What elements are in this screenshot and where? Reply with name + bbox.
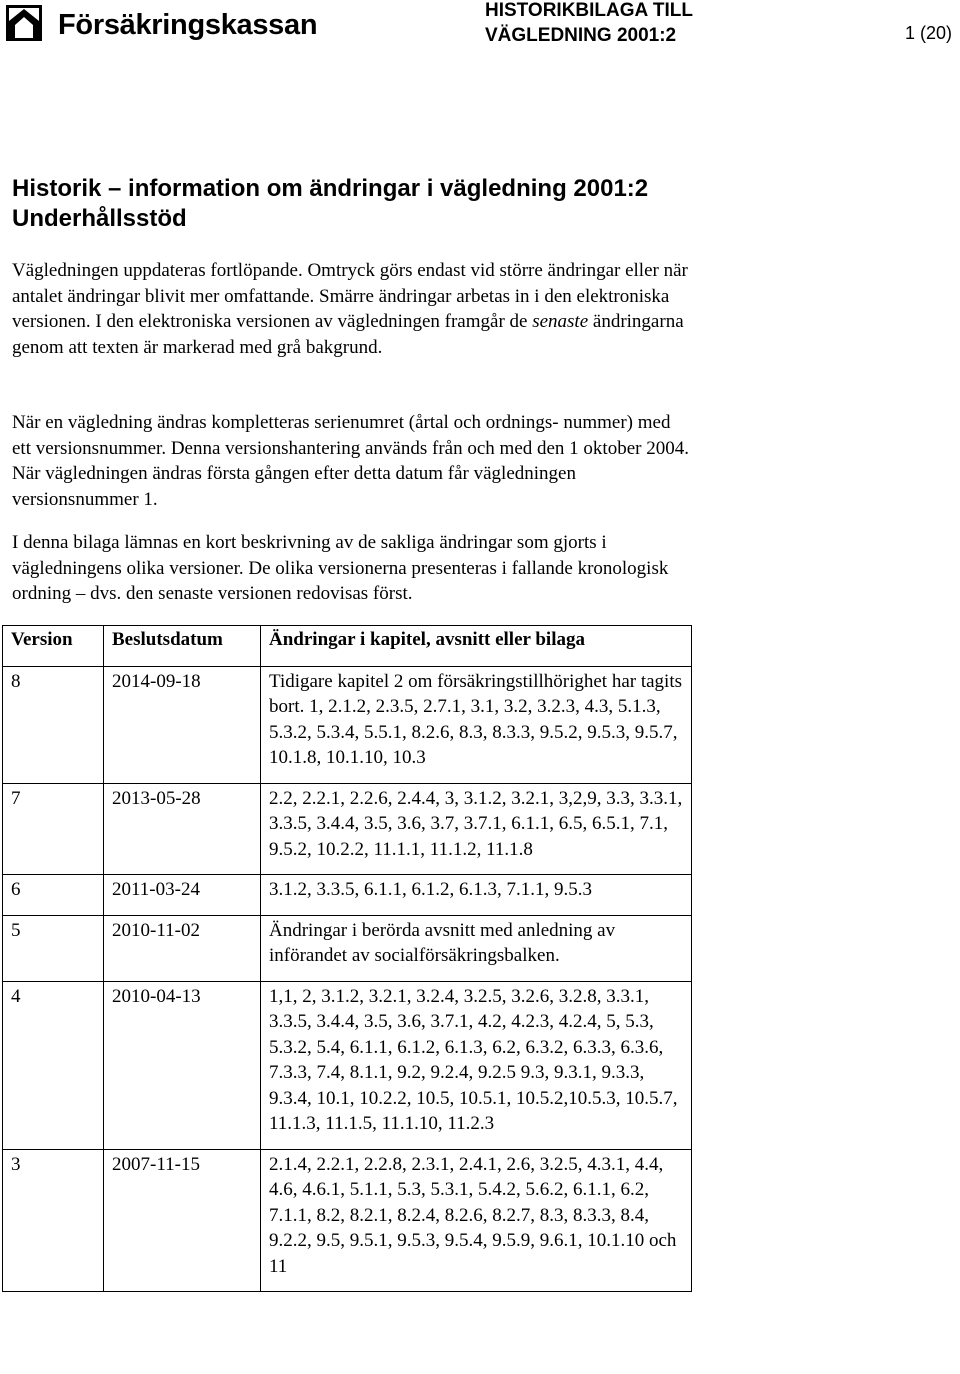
document-type-line-1: HISTORIKBILAGA TILL	[485, 0, 693, 21]
version-cell: 4	[3, 981, 104, 1149]
document-type-line-2: VÄGLEDNING 2001:2	[485, 25, 677, 46]
changes-cell: Tidigare kapitel 2 om försäkringstillhörighet har tagits bort. 1, 2.1.2, 2.3.5, 2.7.1, 3.1, 3.2, 3.2.3, 4.3, 5.1.3, 5.3.2, 5.3.4, 5.5.1, 8.2.6, 8.3, 8.3.3, 9.5.2, 9.5.3, 9.5.7, 10.1.8, 10.1.10, 10.3	[261, 666, 692, 783]
date-cell: 2010-11-02	[104, 915, 261, 981]
table-row	[3, 666, 692, 783]
page-number: 1 (20)	[904, 23, 952, 43]
document-type	[485, 0, 693, 48]
logo-house-icon	[6, 5, 42, 41]
table-row	[3, 783, 692, 875]
intro-paragraph-1-emphasis: senaste	[532, 311, 589, 332]
table-row	[3, 915, 692, 981]
column-header-version: Version	[3, 626, 104, 667]
version-cell: 5	[3, 915, 104, 981]
column-header-decision-date: Beslutsdatum	[104, 626, 261, 667]
date-cell: 2013-05-28	[104, 783, 261, 875]
table-row	[3, 981, 692, 1149]
intro-paragraph-1-start: Vägledningen uppdateras fortlöpande. Omtryck görs endast vid större ändringar eller när antalet ändringar blivit mer omfattande. Smärre ändringar arbetas in i den elektroniska versionen. I den elektroniska versionen av vägledningen framgår de	[12, 260, 688, 332]
date-cell: 2011-03-24	[104, 875, 261, 916]
changes-cell: 3.1.2, 3.3.5, 6.1.1, 6.1.2, 6.1.3, 7.1.1, 9.5.3	[261, 875, 692, 916]
table-header-row	[3, 626, 692, 667]
version-cell: 3	[3, 1149, 104, 1292]
logo-text: Försäkringskassan	[58, 9, 318, 41]
changes-cell: Ändringar i berörda avsnitt med anledning av införandet av socialförsäkringsbalken.	[261, 915, 692, 981]
date-cell: 2007-11-15	[104, 1149, 261, 1292]
version-cell: 6	[3, 875, 104, 916]
version-history-table	[2, 625, 692, 1292]
intro-paragraph-2: När en vägledning ändras kompletteras serienumret (årtal och ordnings- nummer) med ett versionsnummer. Denna versionshantering används från och med den 1 oktober 2004. När vägledningen ändras första gången efter detta datum får vägledningen versionsnummer 1.	[12, 412, 689, 510]
changes-cell: 2.1.4, 2.2.1, 2.2.8, 2.3.1, 2.4.1, 2.6, 3.2.5, 4.3.1, 4.4, 4.6, 4.6.1, 5.1.1, 5.3, 5.3.1, 5.4.2, 5.6.2, 6.1.1, 6.2, 7.1.1, 8.2, 8.2.1, 8.2.4, 8.2.6, 8.2.7, 8.3, 8.3.3, 8.4, 9.2.2, 9.5, 9.5.1, 9.5.3, 9.5.4, 9.5.9, 9.6.1, 10.1.10 och 11	[261, 1149, 692, 1292]
page-title: Historik – information om ändringar i vägledning 2001:2 Underhållsstöd	[12, 175, 649, 232]
table-row	[3, 1149, 692, 1292]
date-cell: 2010-04-13	[104, 981, 261, 1149]
date-cell: 2014-09-18	[104, 666, 261, 783]
column-header-changes: Ändringar i kapitel, avsnitt eller bilaga	[261, 626, 692, 667]
intro-paragraph-1-end: ändringarna genom att texten är markerad med grå bakgrund.	[12, 311, 684, 358]
changes-cell: 2.2, 2.2.1, 2.2.6, 2.4.4, 3, 3.1.2, 3.2.1, 3,2,9, 3.3, 3.3.1, 3.3.5, 3.4.4, 3.5, 3.6, 3.7, 3.7.1, 6.1.1, 6.5, 6.5.1, 7.1, 9.5.2, 10.2.2, 11.1.1, 11.1.2, 11.1.8	[261, 783, 692, 875]
changes-cell: 1,1, 2, 3.1.2, 3.2.1, 3.2.4, 3.2.5, 3.2.6, 3.2.8, 3.3.1, 3.3.5, 3.4.4, 3.5, 3.6, 3.7.1, 4.2, 4.2.3, 4.2.4, 5, 5.3, 5.3.2, 5.4, 6.1.1, 6.1.2, 6.1.3, 6.2, 6.3.2, 6.3.3, 6.3.6, 7.3.3, 7.4, 8.1.1, 9.2, 9.2.4, 9.2.5 9.3, 9.3.1, 9.3.3, 9.3.4, 10.1, 10.2.2, 10.5, 10.5.1, 10.5.2,10.5.3, 10.5.7, 11.1.3, 11.1.5, 11.1.10, 11.2.3	[261, 981, 692, 1149]
intro-paragraph-3: I denna bilaga lämnas en kort beskrivning av de sakliga ändringar som gjorts i vägledningens olika versioner. De olika versionerna presenteras i fallande kronologisk ordning – dvs. den senaste versionen redovisas först.	[12, 532, 669, 604]
table-row	[3, 875, 692, 916]
version-cell: 7	[3, 783, 104, 875]
intro-paragraph-1	[12, 258, 692, 360]
version-cell: 8	[3, 666, 104, 783]
